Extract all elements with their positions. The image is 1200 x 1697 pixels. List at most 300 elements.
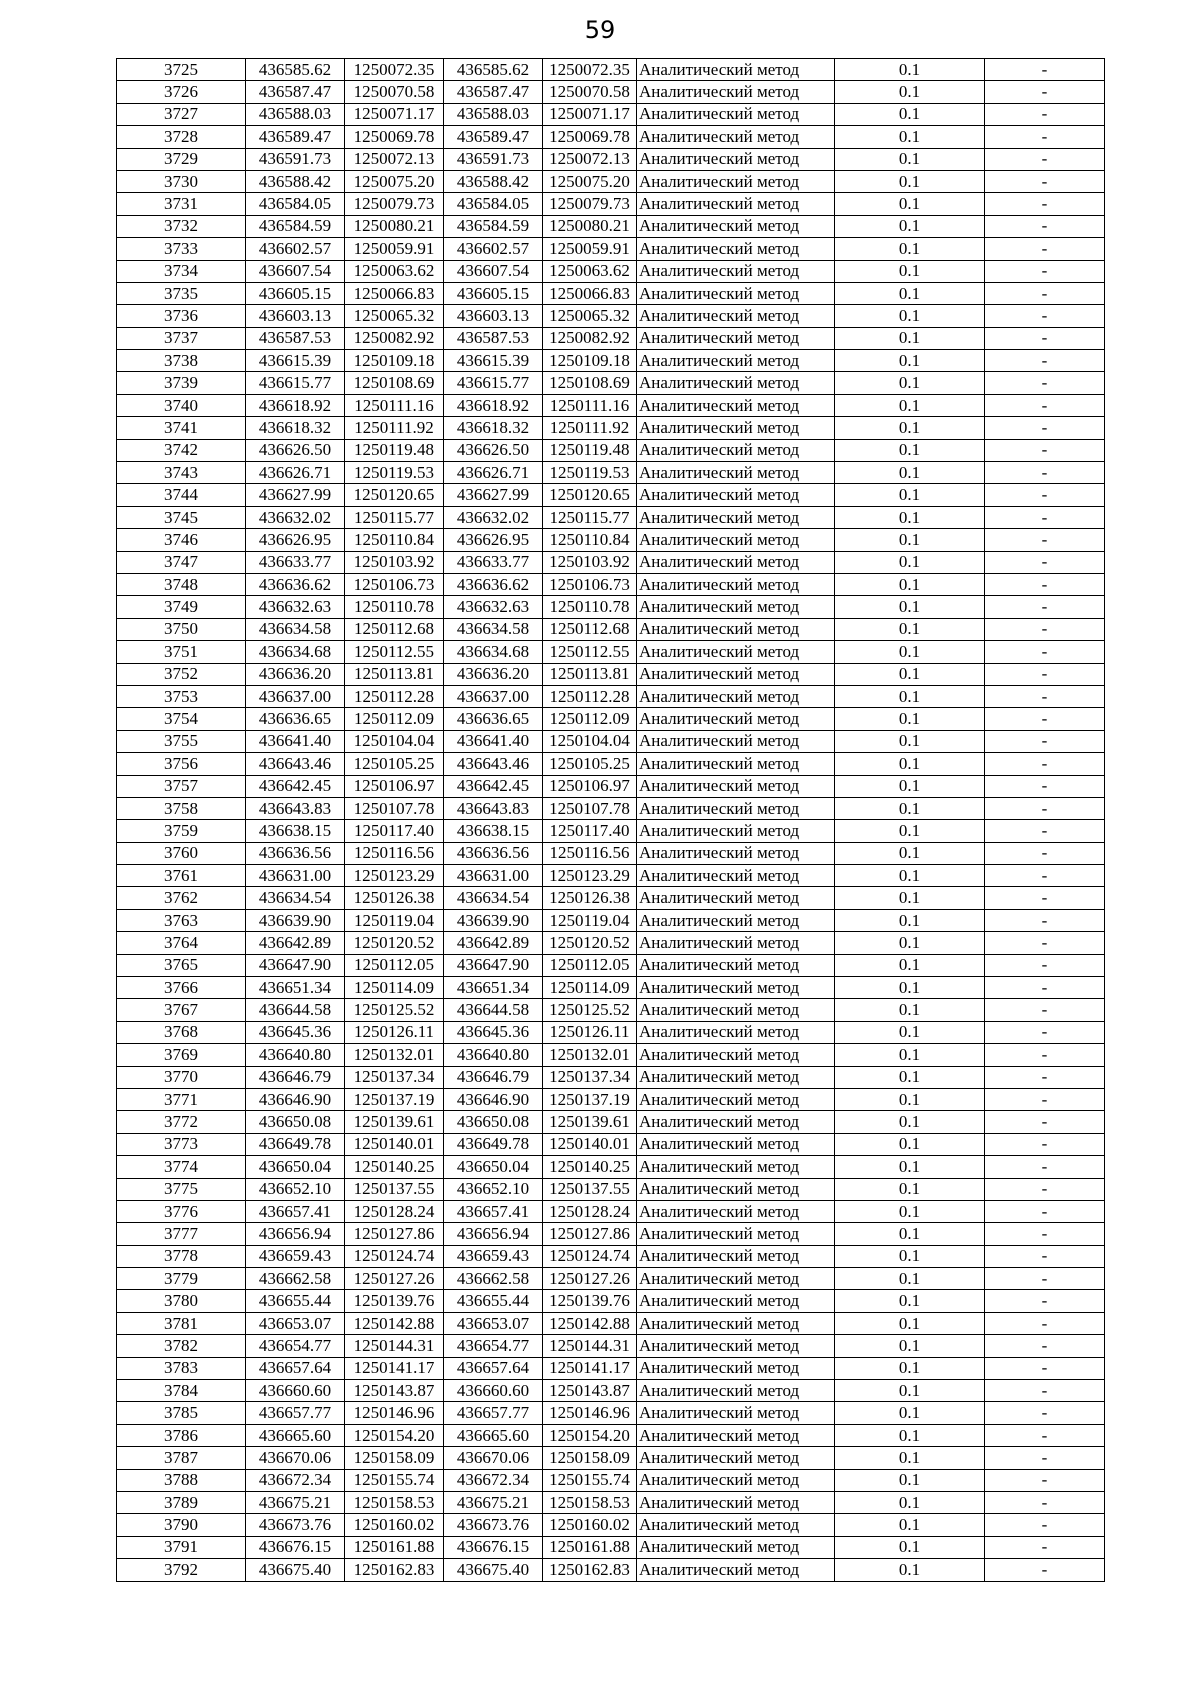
y-new-cell: 1250127.86 (543, 1223, 637, 1245)
y-new-cell: 1250140.01 (543, 1133, 637, 1155)
description-cell: - (985, 865, 1105, 887)
x-existing-cell: 436665.60 (246, 1424, 345, 1446)
table-row (117, 148, 1105, 170)
description-cell: - (985, 1178, 1105, 1200)
y-new-cell: 1250128.24 (543, 1200, 637, 1222)
y-existing-cell: 1250142.88 (345, 1312, 444, 1334)
x-new-cell: 436660.60 (444, 1380, 543, 1402)
method-cell: Аналитический метод (637, 1133, 835, 1155)
x-new-cell: 436673.76 (444, 1514, 543, 1536)
accuracy-cell: 0.1 (835, 1066, 985, 1088)
x-existing-cell: 436657.41 (246, 1200, 345, 1222)
y-existing-cell: 1250127.86 (345, 1223, 444, 1245)
method-cell: Аналитический метод (637, 394, 835, 416)
accuracy-cell: 0.1 (835, 1469, 985, 1491)
accuracy-cell: 0.1 (835, 1268, 985, 1290)
accuracy-cell: 0.1 (835, 685, 985, 707)
accuracy-cell: 0.1 (835, 775, 985, 797)
x-existing-cell: 436633.77 (246, 551, 345, 573)
y-new-cell: 1250107.78 (543, 797, 637, 819)
x-existing-cell: 436647.90 (246, 954, 345, 976)
point-number-cell: 3782 (117, 1335, 246, 1357)
description-cell: - (985, 932, 1105, 954)
table-row (117, 641, 1105, 663)
y-existing-cell: 1250141.17 (345, 1357, 444, 1379)
table-row (117, 909, 1105, 931)
accuracy-cell: 0.1 (835, 1290, 985, 1312)
point-number-cell: 3744 (117, 484, 246, 506)
table-row (117, 439, 1105, 461)
y-new-cell: 1250069.78 (543, 126, 637, 148)
method-cell: Аналитический метод (637, 81, 835, 103)
accuracy-cell: 0.1 (835, 1492, 985, 1514)
point-number-cell: 3788 (117, 1469, 246, 1491)
y-existing-cell: 1250162.83 (345, 1559, 444, 1581)
point-number-cell: 3745 (117, 506, 246, 528)
point-number-cell: 3777 (117, 1223, 246, 1245)
y-new-cell: 1250059.91 (543, 238, 637, 260)
point-number-cell: 3748 (117, 573, 246, 595)
y-existing-cell: 1250127.26 (345, 1268, 444, 1290)
point-number-cell: 3783 (117, 1357, 246, 1379)
y-existing-cell: 1250158.09 (345, 1447, 444, 1469)
accuracy-cell: 0.1 (835, 1380, 985, 1402)
table-row (117, 1268, 1105, 1290)
point-number-cell: 3757 (117, 775, 246, 797)
point-number-cell: 3733 (117, 238, 246, 260)
point-number-cell: 3747 (117, 551, 246, 573)
y-new-cell: 1250139.76 (543, 1290, 637, 1312)
description-cell: - (985, 126, 1105, 148)
point-number-cell: 3752 (117, 663, 246, 685)
table-row (117, 1088, 1105, 1110)
table-row (117, 170, 1105, 192)
method-cell: Аналитический метод (637, 1492, 835, 1514)
y-new-cell: 1250071.17 (543, 103, 637, 125)
accuracy-cell: 0.1 (835, 148, 985, 170)
table-row (117, 506, 1105, 528)
y-existing-cell: 1250116.56 (345, 842, 444, 864)
x-new-cell: 436659.43 (444, 1245, 543, 1267)
y-new-cell: 1250155.74 (543, 1469, 637, 1491)
table-row (117, 1133, 1105, 1155)
x-existing-cell: 436626.95 (246, 529, 345, 551)
y-new-cell: 1250112.28 (543, 685, 637, 707)
y-existing-cell: 1250119.48 (345, 439, 444, 461)
table-row (117, 1536, 1105, 1558)
accuracy-cell: 0.1 (835, 730, 985, 752)
x-existing-cell: 436656.94 (246, 1223, 345, 1245)
y-existing-cell: 1250146.96 (345, 1402, 444, 1424)
table-row (117, 551, 1105, 573)
x-existing-cell: 436589.47 (246, 126, 345, 148)
x-existing-cell: 436675.40 (246, 1559, 345, 1581)
x-new-cell: 436602.57 (444, 238, 543, 260)
table-row (117, 1357, 1105, 1379)
x-existing-cell: 436655.44 (246, 1290, 345, 1312)
method-cell: Аналитический метод (637, 977, 835, 999)
method-cell: Аналитический метод (637, 1380, 835, 1402)
y-existing-cell: 1250137.19 (345, 1088, 444, 1110)
x-new-cell: 436636.62 (444, 573, 543, 595)
y-existing-cell: 1250124.74 (345, 1245, 444, 1267)
y-new-cell: 1250137.55 (543, 1178, 637, 1200)
y-existing-cell: 1250140.25 (345, 1156, 444, 1178)
y-existing-cell: 1250119.04 (345, 909, 444, 931)
y-existing-cell: 1250112.05 (345, 954, 444, 976)
x-new-cell: 436675.21 (444, 1492, 543, 1514)
description-cell: - (985, 439, 1105, 461)
table-row (117, 282, 1105, 304)
x-existing-cell: 436643.83 (246, 797, 345, 819)
y-new-cell: 1250142.88 (543, 1312, 637, 1334)
y-new-cell: 1250146.96 (543, 1402, 637, 1424)
y-existing-cell: 1250155.74 (345, 1469, 444, 1491)
coordinates-table-body (117, 59, 1105, 1582)
description-cell: - (985, 1536, 1105, 1558)
x-new-cell: 436634.54 (444, 887, 543, 909)
accuracy-cell: 0.1 (835, 506, 985, 528)
point-number-cell: 3761 (117, 865, 246, 887)
x-new-cell: 436642.45 (444, 775, 543, 797)
x-new-cell: 436676.15 (444, 1536, 543, 1558)
point-number-cell: 3768 (117, 1021, 246, 1043)
description-cell: - (985, 327, 1105, 349)
x-existing-cell: 436588.03 (246, 103, 345, 125)
point-number-cell: 3773 (117, 1133, 246, 1155)
x-new-cell: 436618.32 (444, 417, 543, 439)
table-row (117, 1021, 1105, 1043)
y-new-cell: 1250070.58 (543, 81, 637, 103)
y-existing-cell: 1250072.13 (345, 148, 444, 170)
x-existing-cell: 436653.07 (246, 1312, 345, 1334)
y-existing-cell: 1250063.62 (345, 260, 444, 282)
description-cell: - (985, 193, 1105, 215)
accuracy-cell: 0.1 (835, 1021, 985, 1043)
method-cell: Аналитический метод (637, 1156, 835, 1178)
table-row (117, 59, 1105, 81)
x-new-cell: 436589.47 (444, 126, 543, 148)
point-number-cell: 3766 (117, 977, 246, 999)
accuracy-cell: 0.1 (835, 708, 985, 730)
accuracy-cell: 0.1 (835, 753, 985, 775)
y-new-cell: 1250114.09 (543, 977, 637, 999)
y-new-cell: 1250120.65 (543, 484, 637, 506)
point-number-cell: 3751 (117, 641, 246, 663)
x-existing-cell: 436615.39 (246, 350, 345, 372)
x-existing-cell: 436639.90 (246, 909, 345, 931)
method-cell: Аналитический метод (637, 1290, 835, 1312)
accuracy-cell: 0.1 (835, 238, 985, 260)
x-existing-cell: 436646.90 (246, 1088, 345, 1110)
table-row (117, 1223, 1105, 1245)
method-cell: Аналитический метод (637, 1268, 835, 1290)
point-number-cell: 3740 (117, 394, 246, 416)
x-existing-cell: 436640.80 (246, 1044, 345, 1066)
y-existing-cell: 1250110.78 (345, 596, 444, 618)
x-new-cell: 436588.42 (444, 170, 543, 192)
y-existing-cell: 1250126.11 (345, 1021, 444, 1043)
x-existing-cell: 436631.00 (246, 865, 345, 887)
table-row (117, 842, 1105, 864)
description-cell: - (985, 1357, 1105, 1379)
x-existing-cell: 436652.10 (246, 1178, 345, 1200)
table-row (117, 1402, 1105, 1424)
x-new-cell: 436615.39 (444, 350, 543, 372)
description-cell: - (985, 820, 1105, 842)
x-new-cell: 436607.54 (444, 260, 543, 282)
table-row (117, 238, 1105, 260)
table-row (117, 462, 1105, 484)
table-row (117, 618, 1105, 640)
table-row (117, 327, 1105, 349)
accuracy-cell: 0.1 (835, 1178, 985, 1200)
x-existing-cell: 436651.34 (246, 977, 345, 999)
point-number-cell: 3754 (117, 708, 246, 730)
x-new-cell: 436636.65 (444, 708, 543, 730)
method-cell: Аналитический метод (637, 350, 835, 372)
accuracy-cell: 0.1 (835, 663, 985, 685)
y-existing-cell: 1250132.01 (345, 1044, 444, 1066)
y-new-cell: 1250104.04 (543, 730, 637, 752)
y-existing-cell: 1250137.34 (345, 1066, 444, 1088)
method-cell: Аналитический метод (637, 932, 835, 954)
y-existing-cell: 1250109.18 (345, 350, 444, 372)
x-existing-cell: 436641.40 (246, 730, 345, 752)
method-cell: Аналитический метод (637, 238, 835, 260)
x-new-cell: 436632.02 (444, 506, 543, 528)
x-new-cell: 436634.68 (444, 641, 543, 663)
description-cell: - (985, 730, 1105, 752)
y-new-cell: 1250110.84 (543, 529, 637, 551)
accuracy-cell: 0.1 (835, 932, 985, 954)
description-cell: - (985, 573, 1105, 595)
point-number-cell: 3730 (117, 170, 246, 192)
accuracy-cell: 0.1 (835, 484, 985, 506)
x-existing-cell: 436662.58 (246, 1268, 345, 1290)
accuracy-cell: 0.1 (835, 887, 985, 909)
y-existing-cell: 1250065.32 (345, 305, 444, 327)
x-existing-cell: 436602.57 (246, 238, 345, 260)
y-new-cell: 1250110.78 (543, 596, 637, 618)
method-cell: Аналитический метод (637, 596, 835, 618)
x-new-cell: 436675.40 (444, 1559, 543, 1581)
y-existing-cell: 1250106.97 (345, 775, 444, 797)
x-existing-cell: 436672.34 (246, 1469, 345, 1491)
y-new-cell: 1250119.53 (543, 462, 637, 484)
method-cell: Аналитический метод (637, 103, 835, 125)
x-existing-cell: 436626.50 (246, 439, 345, 461)
table-row (117, 573, 1105, 595)
method-cell: Аналитический метод (637, 170, 835, 192)
x-existing-cell: 436587.47 (246, 81, 345, 103)
table-row (117, 484, 1105, 506)
description-cell: - (985, 1469, 1105, 1491)
x-new-cell: 436587.47 (444, 81, 543, 103)
y-existing-cell: 1250105.25 (345, 753, 444, 775)
x-existing-cell: 436588.42 (246, 170, 345, 192)
y-existing-cell: 1250113.81 (345, 663, 444, 685)
y-existing-cell: 1250161.88 (345, 1536, 444, 1558)
x-existing-cell: 436584.59 (246, 215, 345, 237)
x-new-cell: 436636.56 (444, 842, 543, 864)
table-row (117, 1200, 1105, 1222)
accuracy-cell: 0.1 (835, 954, 985, 976)
method-cell: Аналитический метод (637, 1200, 835, 1222)
description-cell: - (985, 596, 1105, 618)
y-new-cell: 1250109.18 (543, 350, 637, 372)
method-cell: Аналитический метод (637, 417, 835, 439)
accuracy-cell: 0.1 (835, 439, 985, 461)
method-cell: Аналитический метод (637, 865, 835, 887)
x-existing-cell: 436636.62 (246, 573, 345, 595)
table-row (117, 932, 1105, 954)
description-cell: - (985, 1200, 1105, 1222)
y-new-cell: 1250119.48 (543, 439, 637, 461)
accuracy-cell: 0.1 (835, 417, 985, 439)
point-number-cell: 3763 (117, 909, 246, 931)
x-new-cell: 436657.64 (444, 1357, 543, 1379)
accuracy-cell: 0.1 (835, 1088, 985, 1110)
y-existing-cell: 1250112.28 (345, 685, 444, 707)
x-existing-cell: 436607.54 (246, 260, 345, 282)
accuracy-cell: 0.1 (835, 820, 985, 842)
table-row (117, 417, 1105, 439)
accuracy-cell: 0.1 (835, 193, 985, 215)
x-existing-cell: 436585.62 (246, 59, 345, 81)
y-new-cell: 1250158.09 (543, 1447, 637, 1469)
description-cell: - (985, 1402, 1105, 1424)
y-existing-cell: 1250103.92 (345, 551, 444, 573)
table-row (117, 260, 1105, 282)
accuracy-cell: 0.1 (835, 1424, 985, 1446)
method-cell: Аналитический метод (637, 820, 835, 842)
x-new-cell: 436641.40 (444, 730, 543, 752)
y-new-cell: 1250126.11 (543, 1021, 637, 1043)
description-cell: - (985, 1290, 1105, 1312)
y-new-cell: 1250106.73 (543, 573, 637, 595)
accuracy-cell: 0.1 (835, 282, 985, 304)
point-number-cell: 3750 (117, 618, 246, 640)
y-new-cell: 1250123.29 (543, 865, 637, 887)
accuracy-cell: 0.1 (835, 126, 985, 148)
table-row (117, 1492, 1105, 1514)
point-number-cell: 3727 (117, 103, 246, 125)
x-existing-cell: 436615.77 (246, 372, 345, 394)
point-number-cell: 3778 (117, 1245, 246, 1267)
y-new-cell: 1250072.35 (543, 59, 637, 81)
x-existing-cell: 436618.32 (246, 417, 345, 439)
point-number-cell: 3764 (117, 932, 246, 954)
y-existing-cell: 1250104.04 (345, 730, 444, 752)
x-existing-cell: 436673.76 (246, 1514, 345, 1536)
y-new-cell: 1250132.01 (543, 1044, 637, 1066)
x-new-cell: 436636.20 (444, 663, 543, 685)
point-number-cell: 3780 (117, 1290, 246, 1312)
table-row (117, 1066, 1105, 1088)
description-cell: - (985, 238, 1105, 260)
point-number-cell: 3758 (117, 797, 246, 819)
point-number-cell: 3734 (117, 260, 246, 282)
y-existing-cell: 1250144.31 (345, 1335, 444, 1357)
y-existing-cell: 1250075.20 (345, 170, 444, 192)
x-new-cell: 436662.58 (444, 1268, 543, 1290)
y-existing-cell: 1250143.87 (345, 1380, 444, 1402)
x-existing-cell: 436650.08 (246, 1111, 345, 1133)
y-existing-cell: 1250082.92 (345, 327, 444, 349)
y-existing-cell: 1250119.53 (345, 462, 444, 484)
table-row (117, 1424, 1105, 1446)
x-new-cell: 436605.15 (444, 282, 543, 304)
table-row (117, 1111, 1105, 1133)
point-number-cell: 3743 (117, 462, 246, 484)
x-existing-cell: 436675.21 (246, 1492, 345, 1514)
y-new-cell: 1250119.04 (543, 909, 637, 931)
table-row (117, 81, 1105, 103)
method-cell: Аналитический метод (637, 708, 835, 730)
accuracy-cell: 0.1 (835, 305, 985, 327)
method-cell: Аналитический метод (637, 775, 835, 797)
x-new-cell: 436670.06 (444, 1447, 543, 1469)
description-cell: - (985, 1424, 1105, 1446)
y-existing-cell: 1250108.69 (345, 372, 444, 394)
table-row (117, 1044, 1105, 1066)
description-cell: - (985, 529, 1105, 551)
x-new-cell: 436651.34 (444, 977, 543, 999)
description-cell: - (985, 999, 1105, 1021)
y-existing-cell: 1250117.40 (345, 820, 444, 842)
table-row (117, 193, 1105, 215)
description-cell: - (985, 1335, 1105, 1357)
description-cell: - (985, 372, 1105, 394)
x-existing-cell: 436591.73 (246, 148, 345, 170)
point-number-cell: 3742 (117, 439, 246, 461)
x-new-cell: 436626.50 (444, 439, 543, 461)
table-row (117, 596, 1105, 618)
description-cell: - (985, 977, 1105, 999)
description-cell: - (985, 1133, 1105, 1155)
description-cell: - (985, 484, 1105, 506)
accuracy-cell: 0.1 (835, 842, 985, 864)
description-cell: - (985, 59, 1105, 81)
x-existing-cell: 436657.64 (246, 1357, 345, 1379)
table-row (117, 753, 1105, 775)
accuracy-cell: 0.1 (835, 1447, 985, 1469)
y-existing-cell: 1250111.92 (345, 417, 444, 439)
x-existing-cell: 436632.63 (246, 596, 345, 618)
x-existing-cell: 436632.02 (246, 506, 345, 528)
description-cell: - (985, 1088, 1105, 1110)
point-number-cell: 3775 (117, 1178, 246, 1200)
y-new-cell: 1250127.26 (543, 1268, 637, 1290)
table-row (117, 1514, 1105, 1536)
method-cell: Аналитический метод (637, 551, 835, 573)
x-existing-cell: 436634.54 (246, 887, 345, 909)
y-existing-cell: 1250069.78 (345, 126, 444, 148)
y-new-cell: 1250139.61 (543, 1111, 637, 1133)
accuracy-cell: 0.1 (835, 260, 985, 282)
table-row (117, 1559, 1105, 1581)
point-number-cell: 3736 (117, 305, 246, 327)
accuracy-cell: 0.1 (835, 170, 985, 192)
y-existing-cell: 1250112.68 (345, 618, 444, 640)
y-existing-cell: 1250160.02 (345, 1514, 444, 1536)
x-existing-cell: 436646.79 (246, 1066, 345, 1088)
x-new-cell: 436650.08 (444, 1111, 543, 1133)
x-existing-cell: 436627.99 (246, 484, 345, 506)
accuracy-cell: 0.1 (835, 618, 985, 640)
y-new-cell: 1250065.32 (543, 305, 637, 327)
